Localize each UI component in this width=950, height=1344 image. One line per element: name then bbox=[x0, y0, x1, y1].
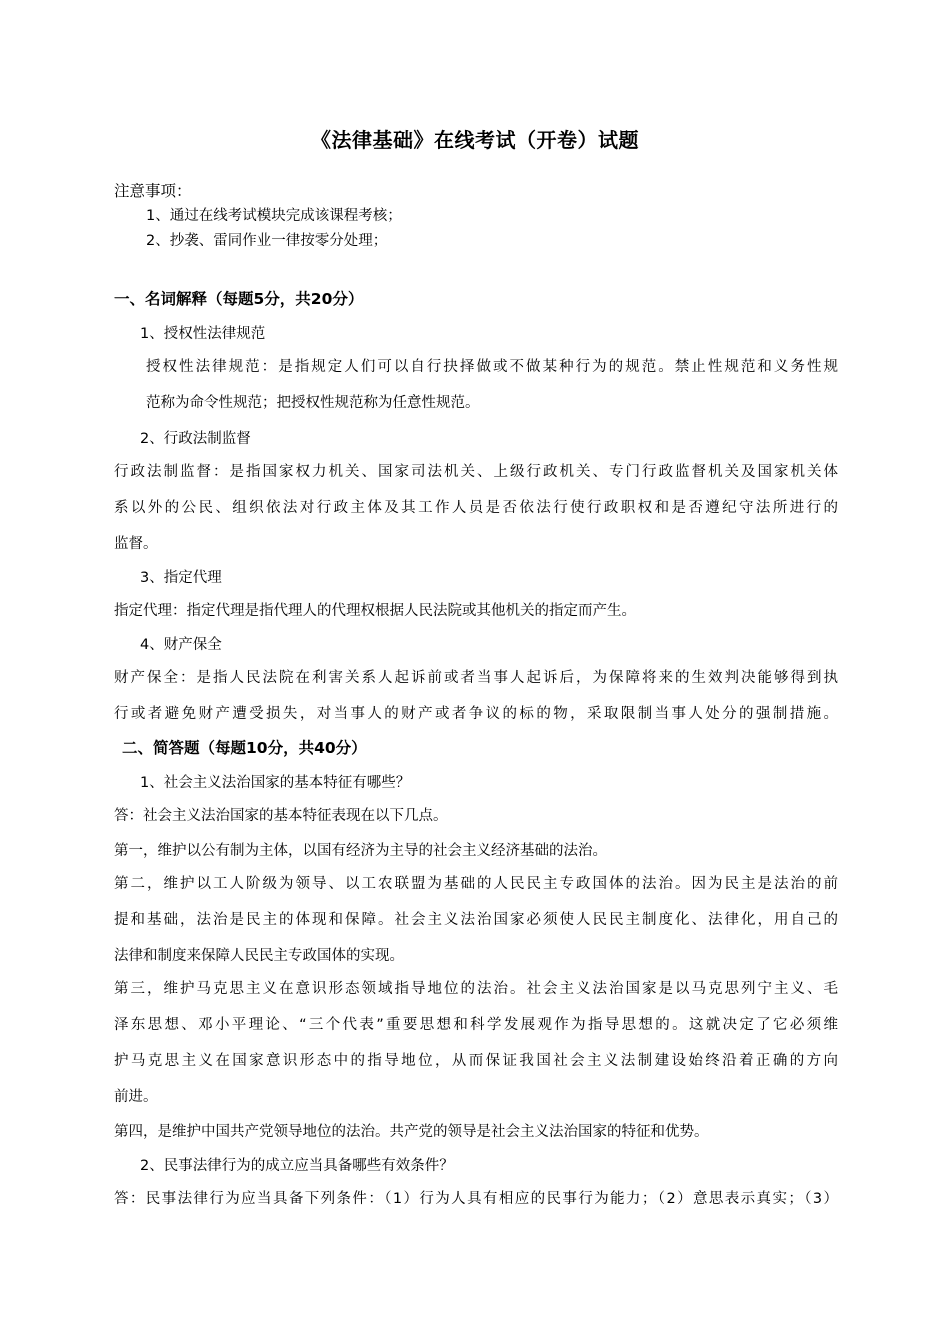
answer-line: 第一，维护以公有制为主体，以国有经济为主导的社会主义经济基础的法治。 bbox=[114, 843, 607, 859]
document-title: 《法律基础》在线考试（开卷）试题 bbox=[311, 128, 639, 152]
answer-line: 答：社会主义法治国家的基本特征表现在以下几点。 bbox=[114, 808, 448, 824]
section-heading-short-answer: 二、简答题（每题10分，共40分） bbox=[122, 739, 367, 757]
answer-line: 护马克思主义在国家意识形态中的指导地位，从而保证我国社会主义法制建设始终沿着正确的方向 bbox=[114, 1053, 838, 1069]
term-label: 3、指定代理 bbox=[140, 570, 222, 586]
answer-line: 提和基础，法治是民主的体现和保障。社会主义法治国家必须使人民民主制度化、法律化，用自己的 bbox=[114, 912, 838, 928]
question-label: 2、民事法律行为的成立应当具备哪些有效条件？ bbox=[140, 1158, 454, 1174]
notice-heading: 注意事项： bbox=[114, 182, 192, 200]
answer-line: 答：民事法律行为应当具备下列条件：（1）行为人具有相应的民事行为能力；（2）意思表示真实；（3） bbox=[114, 1191, 838, 1207]
answer-line: 第三，维护马克思主义在意识形态领域指导地位的法治。社会主义法治国家是以马克思列宁主义、毛 bbox=[114, 981, 838, 997]
answer-line: 前进。 bbox=[114, 1089, 158, 1105]
answer-line: 泽东思想、邓小平理论、“三个代表”重要思想和科学发展观作为指导思想的。这就决定了它必须维 bbox=[114, 1017, 838, 1033]
section-heading-definitions: 一、名词解释（每题5分，共20分） bbox=[114, 290, 364, 308]
term-definition-line: 指定代理：指定代理是指代理人的代理权根据人民法院或其他机关的指定而产生。 bbox=[114, 603, 636, 619]
question-label: 1、社会主义法治国家的基本特征有哪些？ bbox=[140, 775, 411, 791]
term-definition-line: 行政法制监督：是指国家权力机关、国家司法机关、上级行政机关、专门行政监督机关及国家机关体 bbox=[114, 464, 838, 480]
term-label: 2、行政法制监督 bbox=[140, 431, 251, 447]
answer-line: 第二，维护以工人阶级为领导、以工农联盟为基础的人民民主专政国体的法治。因为民主是法治的前 bbox=[114, 876, 838, 892]
term-definition-line: 范称为命令性规范；把授权性规范称为任意性规范。 bbox=[146, 395, 480, 411]
term-label: 1、授权性法律规范 bbox=[140, 326, 266, 342]
term-definition-line: 财产保全：是指人民法院在利害关系人起诉前或者当事人起诉后，为保障将来的生效判决能够得到执 bbox=[114, 670, 838, 686]
notice-item: 2、抄袭、雷同作业一律按零分处理； bbox=[146, 233, 388, 249]
term-definition-line: 授权性法律规范：是指规定人们可以自行抉择做或不做某种行为的规范。禁止性规范和义务性规 bbox=[146, 359, 838, 375]
term-label: 4、财产保全 bbox=[140, 637, 222, 653]
answer-line: 第四，是维护中国共产党领导地位的法治。共产党的领导是社会主义法治国家的特征和优势。 bbox=[114, 1124, 709, 1140]
answer-line: 法律和制度来保障人民民主专政国体的实现。 bbox=[114, 948, 404, 964]
term-definition-line: 行或者避免财产遭受损失，对当事人的财产或者争议的标的物，采取限制当事人处分的强制措施。 bbox=[114, 706, 838, 722]
term-definition-line: 监督。 bbox=[114, 536, 158, 552]
term-definition-line: 系以外的公民、组织依法对行政主体及其工作人员是否依法行使行政职权和是否遵纪守法所进行的 bbox=[114, 500, 838, 516]
notice-item: 1、通过在线考试模块完成该课程考核； bbox=[146, 208, 402, 224]
